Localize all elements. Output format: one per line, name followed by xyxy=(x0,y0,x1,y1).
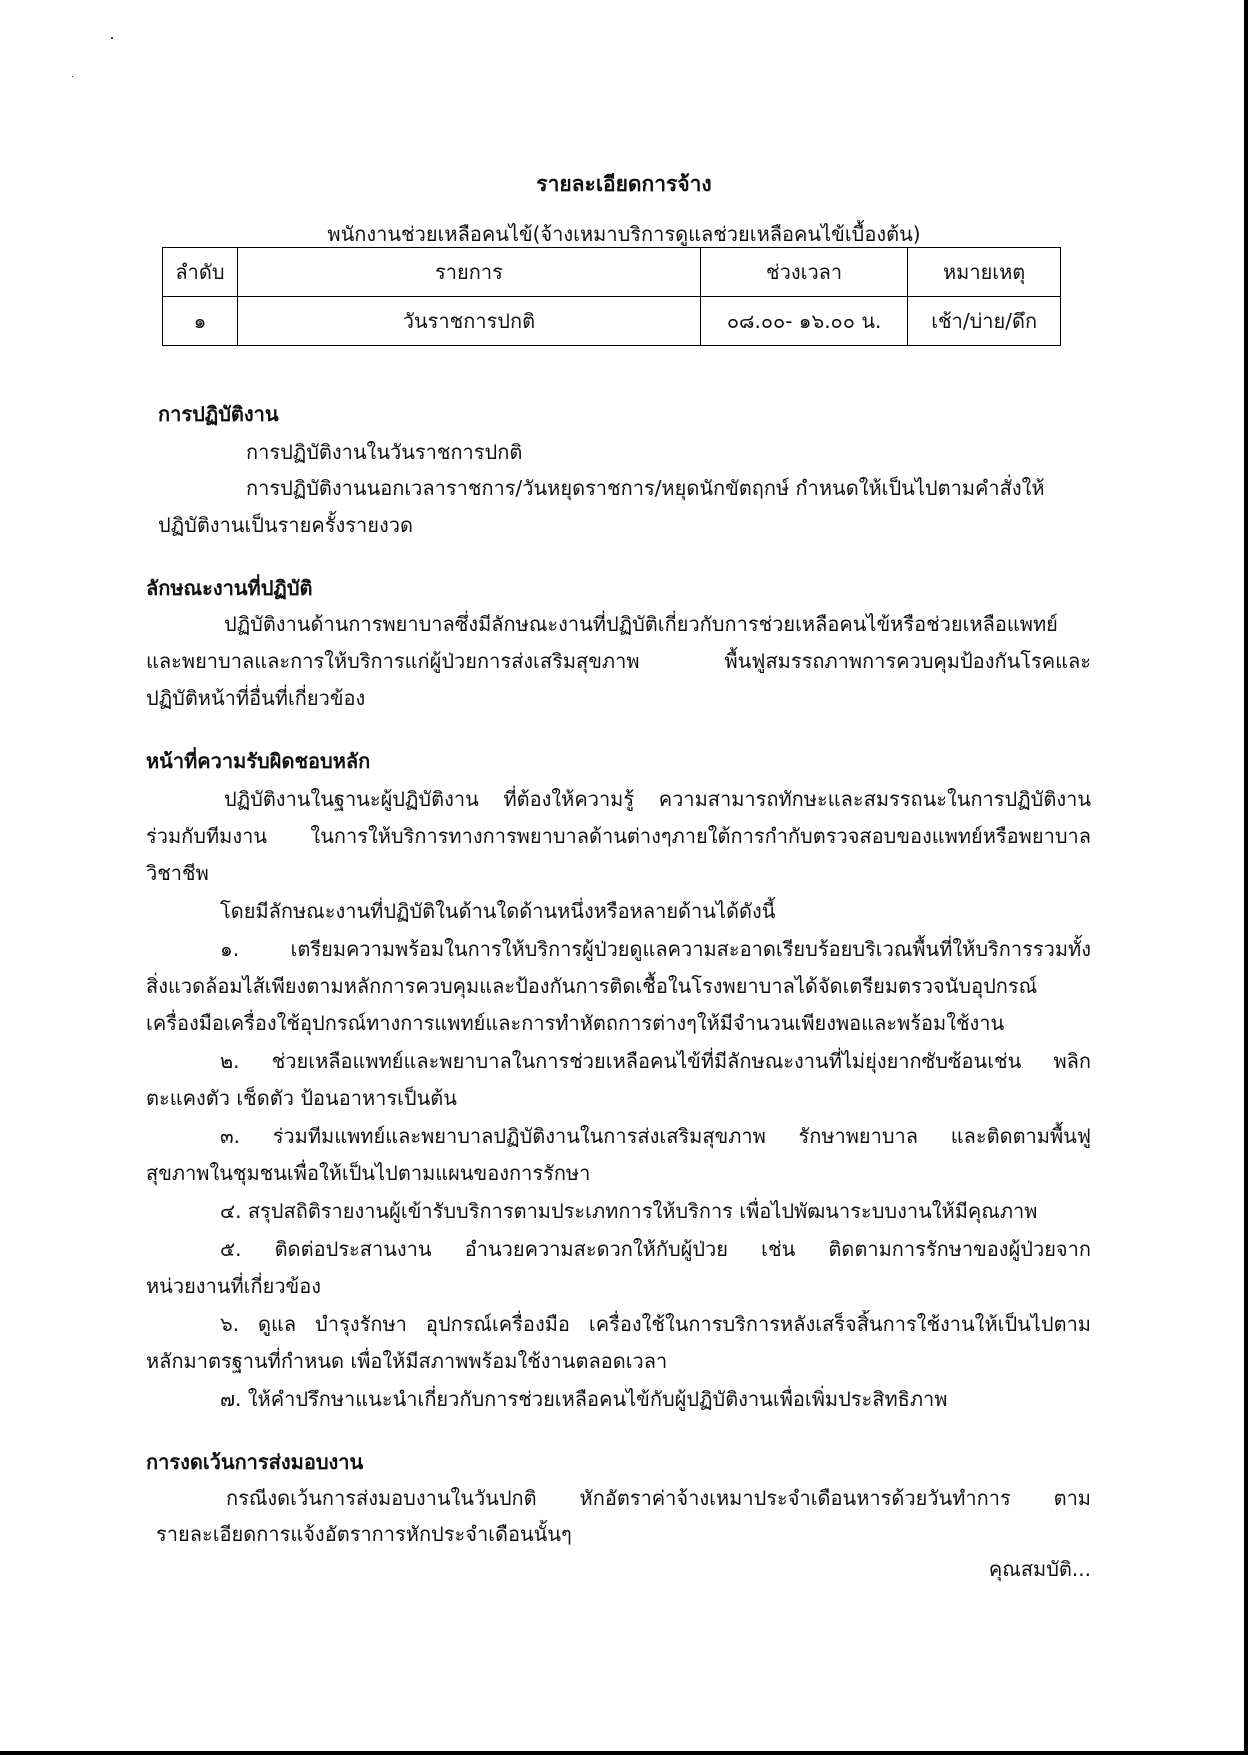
scan-border-right xyxy=(1244,0,1248,1755)
scan-speck xyxy=(72,76,73,77)
absence-line: กรณีงดเว้นการส่งมอบงานในวันปกติ หักอัตราค่าจ้างเหมาประจำเดือนหารด้วยวันทำการ ตาม xyxy=(226,1486,1091,1510)
header-cell-time: ช่วงเวลา xyxy=(700,248,907,297)
nature-line: ปฏิบัติหน้าที่อื่นที่เกี่ยวข้อง xyxy=(146,686,366,710)
scan-border-bottom xyxy=(0,1751,1248,1755)
duty-item-1: เครื่องมือเครื่องใช้อุปกรณ์ทางการแพทย์และการทำหัตถการต่างๆให้มีจำนวนเพียงพอและพร้อมใช้งาน xyxy=(146,1011,1005,1035)
document-subtitle: พนักงานช่วยเหลือคนไข้(จ้างเหมาบริการดูแลช่วยเหลือคนไข้เบื้องต้น) xyxy=(327,222,921,246)
header-cell-item: รายการ xyxy=(237,248,700,297)
cell-item: วันราชการปกติ xyxy=(237,297,700,346)
section-heading-nature: ลักษณะงานที่ปฏิบัติ xyxy=(146,576,313,600)
operation-line: การปฏิบัติงานในวันราชการปกติ xyxy=(246,440,523,464)
header-cell-order: ลำดับ xyxy=(163,248,238,297)
section-heading-operation: การปฏิบัติงาน xyxy=(158,402,279,426)
duty-item-5: ๕. ติดต่อประสานงาน อำนวยความสะดวกให้กับผู้ป่วย เช่น ติดตามการรักษาของผู้ป่วยจาก xyxy=(220,1237,1091,1261)
duty-item-5: หน่วยงานที่เกี่ยวข้อง xyxy=(146,1274,321,1298)
duties-line: โดยมีลักษณะงานที่ปฏิบัติในด้านใดด้านหนึ่งหรือหลายด้านได้ดังนี้ xyxy=(220,899,776,923)
duty-item-1: สิ่งแวดล้อมไส้เพียงตามหลักการควบคุมและป้องกันการติดเชื้อในโรงพยาบาลได้จัดเตรียมตรวจนับอุปกรณ์ xyxy=(146,974,1038,998)
duty-item-4: ๔. สรุปสถิติรายงานผู้เข้ารับบริการตามประเภทการให้บริการ เพื่อไปพัฒนาระบบงานให้มีคุณภาพ xyxy=(220,1199,1038,1223)
employment-table xyxy=(162,247,1061,346)
continued-marker: คุณสมบัติ... xyxy=(988,1557,1091,1581)
operation-line: ปฏิบัติงานเป็นรายครั้งรายงวด xyxy=(158,513,413,537)
duty-item-3: สุขภาพในชุมชนเพื่อให้เป็นไปตามแผนของการรักษา xyxy=(146,1161,591,1185)
operation-line: การปฏิบัติงานนอกเวลาราชการ/วันหยุดราชการ/หยุดนักขัตฤกษ์ กำหนดให้เป็นไปตามคำสั่งให้ xyxy=(246,476,1045,500)
header-cell-note: หมายเหตุ xyxy=(908,248,1061,297)
document-title: รายละเอียดการจ้าง xyxy=(536,172,712,196)
cell-time: ๐๘.๐๐- ๑๖.๐๐ น. xyxy=(700,297,907,346)
duties-line: ปฏิบัติงานในฐานะผู้ปฏิบัติงาน ที่ต้องให้ความรู้ ความสามารถทักษะและสมรรถนะในการปฏิบัติงาน xyxy=(224,787,1091,811)
duty-item-6: หลักมาตรฐานที่กำหนด เพื่อให้มีสภาพพร้อมใช้งานตลอดเวลา xyxy=(146,1349,668,1373)
cell-note: เช้า/บ่าย/ดึก xyxy=(908,297,1061,346)
duties-line: ร่วมกับทีมงาน ในการให้บริการทางการพยาบาลด้านต่างๆภายใต้การกำกับตรวจสอบของแพทย์หรือพยาบาล xyxy=(146,824,1091,848)
scan-speck xyxy=(111,37,113,39)
duty-item-1: ๑. เตรียมความพร้อมในการให้บริการผู้ป่วยดูแลความสะอาดเรียบร้อยบริเวณพื้นที่ให้บริการรวมทั้ง xyxy=(220,937,1091,961)
absence-line: รายละเอียดการแจ้งอัตราการหักประจำเดือนนั้นๆ xyxy=(156,1522,572,1546)
table-row xyxy=(163,297,1061,346)
table-header-row xyxy=(163,248,1061,297)
duty-item-3: ๓. ร่วมทีมแพทย์และพยาบาลปฏิบัติงานในการส่งเสริมสุขภาพ รักษาพยาบาล และติดตามพื้นฟู xyxy=(220,1124,1091,1148)
duty-item-2: ตะแคงตัว เช็ดตัว ป้อนอาหารเป็นต้น xyxy=(146,1086,457,1110)
section-heading-absence: การงดเว้นการส่งมอบงาน xyxy=(146,1450,364,1474)
nature-line: ปฏิบัติงานด้านการพยาบาลซึ่งมีลักษณะงานที่ปฏิบัติเกี่ยวกับการช่วยเหลือคนไข้หรือช่วยเหลือแพทย์ xyxy=(224,612,1058,636)
duty-item-7: ๗. ให้คำปรึกษาแนะนำเกี่ยวกับการช่วยเหลือคนไข้กับผู้ปฏิบัติงานเพื่อเพิ่มประสิทธิภาพ xyxy=(220,1387,948,1411)
nature-line: และพยาบาลและการให้บริการแก่ผู้ป่วยการส่งเสริมสุขภาพ พื้นฟูสมรรถภาพการควบคุมป้องกันโรคและ xyxy=(146,649,1091,673)
section-heading-duties: หน้าที่ความรับผิดชอบหลัก xyxy=(146,749,371,773)
duties-line: วิชาชีพ xyxy=(146,861,209,885)
duty-item-2: ๒. ช่วยเหลือแพทย์และพยาบาลในการช่วยเหลือคนไข้ที่มีลักษณะงานที่ไม่ยุ่งยากซับซ้อนเช่น พลิก xyxy=(220,1049,1091,1073)
duty-item-6: ๖. ดูแล บำรุงรักษา อุปกรณ์เครื่องมือ เครื่องใช้ในการบริการหลังเสร็จสิ้นการใช้งานให้เป็นไปตาม xyxy=(220,1312,1091,1336)
cell-order: ๑ xyxy=(163,297,238,346)
